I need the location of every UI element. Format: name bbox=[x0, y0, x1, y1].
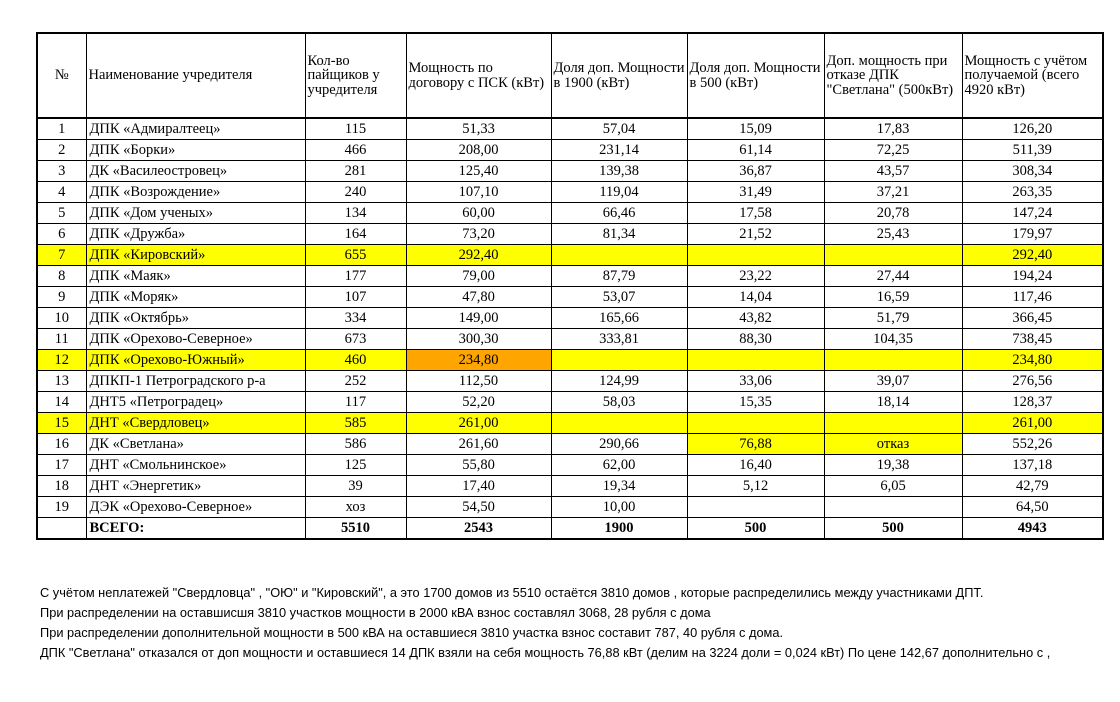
cell-total-power: 738,45 bbox=[962, 329, 1103, 350]
note-line: ДПК "Светлана" отказался от доп мощности и оставшиеся 14 ДПК взяли на себя мощность 76,88 кВт (делим на 3224 доли = 0,024 кВт) По цене 142,67 дополнительно с , bbox=[40, 645, 1051, 660]
table-row bbox=[37, 350, 1103, 371]
cell-share-1900: 139,38 bbox=[551, 161, 687, 182]
cell-share-1900: 290,66 bbox=[551, 434, 687, 455]
table-row bbox=[37, 224, 1103, 245]
cell-share-500 bbox=[687, 497, 824, 518]
cell-share-500 bbox=[687, 245, 824, 266]
cell-number: 17 bbox=[37, 455, 86, 476]
cell-founder-name: ДНТ «Энергетик» bbox=[86, 476, 305, 497]
cell-members-count: 655 bbox=[305, 245, 406, 266]
table-row bbox=[37, 118, 1103, 140]
cell-extra-power: 27,44 bbox=[824, 266, 962, 287]
cell-members-count: 164 bbox=[305, 224, 406, 245]
table-row bbox=[37, 266, 1103, 287]
cell-founder-name: ДЭК «Орехово-Северное» bbox=[86, 497, 305, 518]
header-founder-name: Наименование учредителя bbox=[86, 33, 305, 118]
cell-total-power: 126,20 bbox=[962, 118, 1103, 140]
table-header-row bbox=[37, 33, 1103, 118]
cell-number: 2 bbox=[37, 140, 86, 161]
cell-number: 8 bbox=[37, 266, 86, 287]
cell-contract-power: 112,50 bbox=[406, 371, 551, 392]
cell-contract-power: 208,00 bbox=[406, 140, 551, 161]
cell-share-500: 33,06 bbox=[687, 371, 824, 392]
cell-total-power: 292,40 bbox=[962, 245, 1103, 266]
cell-members-count: 240 bbox=[305, 182, 406, 203]
cell-founder-name: ДПК «Дружба» bbox=[86, 224, 305, 245]
cell-contract-power: 54,50 bbox=[406, 497, 551, 518]
cell-members-count: 125 bbox=[305, 455, 406, 476]
cell-share-1900: 231,14 bbox=[551, 140, 687, 161]
cell-extra-power: 20,78 bbox=[824, 203, 962, 224]
cell-share-500: 23,22 bbox=[687, 266, 824, 287]
cell-share-1900: 10,00 bbox=[551, 497, 687, 518]
cell-number: 11 bbox=[37, 329, 86, 350]
cell-extra-power: 6,05 bbox=[824, 476, 962, 497]
cell-share-500: 17,58 bbox=[687, 203, 824, 224]
cell-members-count: 115 bbox=[305, 118, 406, 140]
cell-share-500 bbox=[687, 350, 824, 371]
cell-contract-power: 261,00 bbox=[406, 413, 551, 434]
total-row bbox=[37, 518, 1103, 540]
cell-share-500: 61,14 bbox=[687, 140, 824, 161]
cell-extra-power: 18,14 bbox=[824, 392, 962, 413]
cell-extra-power: 104,35 bbox=[824, 329, 962, 350]
cell-members-count: 117 bbox=[305, 392, 406, 413]
cell-contract-power: 234,80 bbox=[406, 350, 551, 371]
table-row bbox=[37, 203, 1103, 224]
cell-members-count: 586 bbox=[305, 434, 406, 455]
cell-contract-power: 60,00 bbox=[406, 203, 551, 224]
cell-members-count: 134 bbox=[305, 203, 406, 224]
cell-share-1900: 87,79 bbox=[551, 266, 687, 287]
total-members: 5510 bbox=[305, 518, 406, 540]
cell-total-power: 128,37 bbox=[962, 392, 1103, 413]
cell-share-1900 bbox=[551, 350, 687, 371]
cell-share-1900 bbox=[551, 245, 687, 266]
note-line: При распределении дополнительной мощности в 500 кВА на оставшиеся 3810 участка взнос составит 787, 40 рубля с дома. bbox=[40, 625, 784, 640]
table-row bbox=[37, 329, 1103, 350]
table-row bbox=[37, 182, 1103, 203]
cell-members-count: 252 bbox=[305, 371, 406, 392]
notes-block bbox=[40, 583, 1120, 663]
cell-extra-power: 19,38 bbox=[824, 455, 962, 476]
cell-contract-power: 300,30 bbox=[406, 329, 551, 350]
cell-contract-power: 292,40 bbox=[406, 245, 551, 266]
cell-extra-power bbox=[824, 413, 962, 434]
table-row bbox=[37, 497, 1103, 518]
cell-number: 14 bbox=[37, 392, 86, 413]
cell-number: 19 bbox=[37, 497, 86, 518]
cell-number: 5 bbox=[37, 203, 86, 224]
cell-share-500: 21,52 bbox=[687, 224, 824, 245]
cell-share-500: 14,04 bbox=[687, 287, 824, 308]
total-contract-power: 2543 bbox=[406, 518, 551, 540]
cell-total-power: 276,56 bbox=[962, 371, 1103, 392]
total-power: 4943 bbox=[962, 518, 1103, 540]
cell-founder-name: ДПК «Маяк» bbox=[86, 266, 305, 287]
cell-extra-power: 16,59 bbox=[824, 287, 962, 308]
cell-members-count: хоз bbox=[305, 497, 406, 518]
header-number: № bbox=[37, 33, 86, 118]
cell-extra-power: 39,07 bbox=[824, 371, 962, 392]
cell-founder-name: ДНТ «Смольнинское» bbox=[86, 455, 305, 476]
cell-total-power: 42,79 bbox=[962, 476, 1103, 497]
cell-share-1900 bbox=[551, 413, 687, 434]
cell-extra-power: 72,25 bbox=[824, 140, 962, 161]
cell-contract-power: 261,60 bbox=[406, 434, 551, 455]
table-row bbox=[37, 434, 1103, 455]
cell-extra-power: 37,21 bbox=[824, 182, 962, 203]
header-share-500: Доля доп. Мощности в 500 (кВт) bbox=[687, 33, 824, 118]
table-row bbox=[37, 161, 1103, 182]
cell-total-power: 263,35 bbox=[962, 182, 1103, 203]
cell-share-1900: 124,99 bbox=[551, 371, 687, 392]
cell-total-power: 308,34 bbox=[962, 161, 1103, 182]
cell-members-count: 281 bbox=[305, 161, 406, 182]
cell-share-1900: 165,66 bbox=[551, 308, 687, 329]
cell-contract-power: 125,40 bbox=[406, 161, 551, 182]
cell-contract-power: 149,00 bbox=[406, 308, 551, 329]
cell-members-count: 177 bbox=[305, 266, 406, 287]
cell-number: 18 bbox=[37, 476, 86, 497]
cell-number: 3 bbox=[37, 161, 86, 182]
header-contract-power: Мощность по договору с ПСК (кВт) bbox=[406, 33, 551, 118]
cell-founder-name: ДПК «Кировский» bbox=[86, 245, 305, 266]
cell-members-count: 334 bbox=[305, 308, 406, 329]
table-row bbox=[37, 140, 1103, 161]
cell-share-1900: 333,81 bbox=[551, 329, 687, 350]
cell-founder-name: ДПК «Борки» bbox=[86, 140, 305, 161]
note-line: При распределении на оставшисшя 3810 участков мощности в 2000 кВА взнос составлял 3068, 28 рубля с дома bbox=[40, 605, 711, 620]
cell-founder-name: ДНТ5 «Петроградец» bbox=[86, 392, 305, 413]
total-extra-power: 500 bbox=[824, 518, 962, 540]
header-total-power: Мощность с учётом получаемой (всего 4920 кВт) bbox=[962, 33, 1103, 118]
cell-founder-name: ДНТ «Свердловец» bbox=[86, 413, 305, 434]
total-row-label: ВСЕГО: bbox=[86, 518, 305, 540]
cell-share-500: 43,82 bbox=[687, 308, 824, 329]
cell-extra-power: 25,43 bbox=[824, 224, 962, 245]
cell-share-1900: 81,34 bbox=[551, 224, 687, 245]
cell-number: 6 bbox=[37, 224, 86, 245]
cell-contract-power: 47,80 bbox=[406, 287, 551, 308]
cell-founder-name: ДПК «Дом ученых» bbox=[86, 203, 305, 224]
cell-share-1900: 119,04 bbox=[551, 182, 687, 203]
cell-founder-name: ДПК «Адмиралтеец» bbox=[86, 118, 305, 140]
cell-founder-name: ДК «Светлана» bbox=[86, 434, 305, 455]
table-body bbox=[37, 118, 1103, 518]
cell-contract-power: 52,20 bbox=[406, 392, 551, 413]
cell-share-500: 15,35 bbox=[687, 392, 824, 413]
cell-share-1900: 53,07 bbox=[551, 287, 687, 308]
cell-contract-power: 17,40 bbox=[406, 476, 551, 497]
cell-total-power: 117,46 bbox=[962, 287, 1103, 308]
header-members-count: Кол-во пайщиков у учредителя bbox=[305, 33, 406, 118]
cell-total-power: 64,50 bbox=[962, 497, 1103, 518]
cell-total-power: 261,00 bbox=[962, 413, 1103, 434]
cell-total-power: 366,45 bbox=[962, 308, 1103, 329]
cell-contract-power: 55,80 bbox=[406, 455, 551, 476]
cell-share-500: 15,09 bbox=[687, 118, 824, 140]
cell-total-power: 552,26 bbox=[962, 434, 1103, 455]
total-row-number bbox=[37, 518, 86, 540]
cell-contract-power: 51,33 bbox=[406, 118, 551, 140]
cell-number: 10 bbox=[37, 308, 86, 329]
cell-members-count: 673 bbox=[305, 329, 406, 350]
cell-share-500: 31,49 bbox=[687, 182, 824, 203]
table-row bbox=[37, 245, 1103, 266]
cell-share-1900: 19,34 bbox=[551, 476, 687, 497]
cell-number: 7 bbox=[37, 245, 86, 266]
cell-extra-power: 17,83 bbox=[824, 118, 962, 140]
table-row bbox=[37, 308, 1103, 329]
note-line: С учётом неплатежей "Свердловца" , "ОЮ" и "Кировский", а это 1700 домов из 5510 остаётся 3810 домов , которые распределились между участниками ДПТ. bbox=[40, 585, 984, 600]
table-row bbox=[37, 413, 1103, 434]
cell-members-count: 585 bbox=[305, 413, 406, 434]
total-share-1900: 1900 bbox=[551, 518, 687, 540]
table-row bbox=[37, 392, 1103, 413]
cell-founder-name: ДПК «Орехово-Южный» bbox=[86, 350, 305, 371]
header-extra-power: Доп. мощность при отказе ДПК "Светлана" (500кВт) bbox=[824, 33, 962, 118]
header-share-1900: Доля доп. Мощности в 1900 (кВт) bbox=[551, 33, 687, 118]
table-row bbox=[37, 455, 1103, 476]
cell-number: 4 bbox=[37, 182, 86, 203]
cell-members-count: 460 bbox=[305, 350, 406, 371]
cell-total-power: 147,24 bbox=[962, 203, 1103, 224]
cell-contract-power: 79,00 bbox=[406, 266, 551, 287]
table-row bbox=[37, 287, 1103, 308]
cell-number: 13 bbox=[37, 371, 86, 392]
cell-total-power: 234,80 bbox=[962, 350, 1103, 371]
cell-share-500: 76,88 bbox=[687, 434, 824, 455]
cell-members-count: 107 bbox=[305, 287, 406, 308]
cell-members-count: 466 bbox=[305, 140, 406, 161]
cell-founder-name: ДПК «Возрождение» bbox=[86, 182, 305, 203]
cell-founder-name: ДК «Василеостровец» bbox=[86, 161, 305, 182]
cell-number: 1 bbox=[37, 118, 86, 140]
cell-number: 15 bbox=[37, 413, 86, 434]
total-share-500: 500 bbox=[687, 518, 824, 540]
cell-founder-name: ДПК «Моряк» bbox=[86, 287, 305, 308]
cell-number: 9 bbox=[37, 287, 86, 308]
cell-number: 16 bbox=[37, 434, 86, 455]
cell-total-power: 179,97 bbox=[962, 224, 1103, 245]
cell-share-1900: 62,00 bbox=[551, 455, 687, 476]
cell-share-500: 5,12 bbox=[687, 476, 824, 497]
cell-founder-name: ДПК «Орехово-Северное» bbox=[86, 329, 305, 350]
cell-members-count: 39 bbox=[305, 476, 406, 497]
cell-founder-name: ДПК «Октябрь» bbox=[86, 308, 305, 329]
cell-extra-power: отказ bbox=[824, 434, 962, 455]
cell-number: 12 bbox=[37, 350, 86, 371]
cell-share-1900: 57,04 bbox=[551, 118, 687, 140]
cell-total-power: 511,39 bbox=[962, 140, 1103, 161]
cell-extra-power: 43,57 bbox=[824, 161, 962, 182]
cell-share-500: 88,30 bbox=[687, 329, 824, 350]
cell-contract-power: 107,10 bbox=[406, 182, 551, 203]
table-row bbox=[37, 476, 1103, 497]
cell-extra-power bbox=[824, 245, 962, 266]
cell-share-500 bbox=[687, 413, 824, 434]
cell-share-1900: 66,46 bbox=[551, 203, 687, 224]
cell-share-500: 16,40 bbox=[687, 455, 824, 476]
table-row bbox=[37, 371, 1103, 392]
power-distribution-table bbox=[36, 32, 1104, 540]
cell-contract-power: 73,20 bbox=[406, 224, 551, 245]
cell-total-power: 194,24 bbox=[962, 266, 1103, 287]
cell-share-1900: 58,03 bbox=[551, 392, 687, 413]
cell-total-power: 137,18 bbox=[962, 455, 1103, 476]
cell-extra-power bbox=[824, 497, 962, 518]
cell-share-500: 36,87 bbox=[687, 161, 824, 182]
cell-extra-power: 51,79 bbox=[824, 308, 962, 329]
cell-extra-power bbox=[824, 350, 962, 371]
cell-founder-name: ДПКП-1 Петроградского р-а bbox=[86, 371, 305, 392]
